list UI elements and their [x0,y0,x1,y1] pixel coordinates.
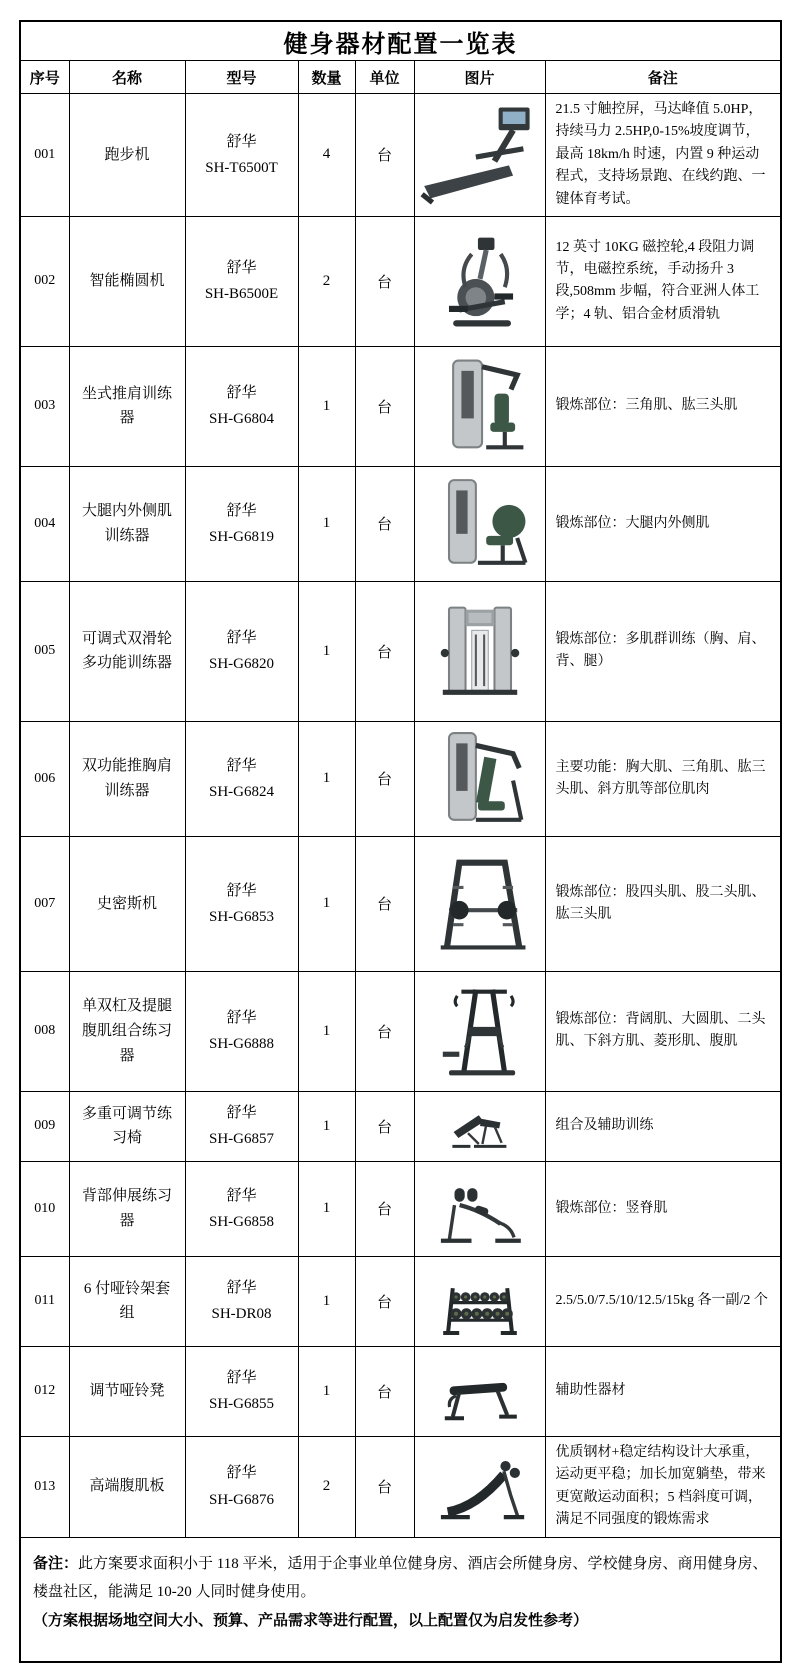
backext-photo [429,1166,531,1251]
quantity-cell: 1 [298,1256,355,1346]
model-cell [185,721,298,836]
quantity-cell: 1 [298,1346,355,1436]
brand-label: 舒华 [226,385,257,402]
model-cell [185,346,298,466]
unit-cell: 台 [355,971,414,1091]
photo-cell [414,1256,545,1346]
table-row [20,1091,781,1161]
unit-cell: 台 [355,721,414,836]
photo-cell [414,971,545,1091]
remark-cell: 锻炼部位：股四头肌、股二头肌、肱三头肌 [545,836,781,971]
name-cell: 单双杠及提腿腹肌组合练习器 [69,971,185,1091]
abboard-photo [429,1444,531,1529]
table-row [20,216,781,346]
table-row [20,346,781,466]
serial-cell: 001 [20,94,69,217]
serial-cell: 009 [20,1091,69,1161]
model-cell [185,971,298,1091]
model-cell [185,836,298,971]
table-row [20,971,781,1091]
photo-cell [414,721,545,836]
name-cell: 可调式双滑轮多功能训练器 [69,581,185,721]
chest-photo [418,726,542,831]
quantity-cell: 1 [298,721,355,836]
model-code-label: SH-B6500E [204,286,279,303]
elliptical-photo [418,224,542,338]
serial-cell: 013 [20,1436,69,1537]
unit-cell: 台 [355,1346,414,1436]
photo-cell [414,1436,545,1537]
quantity-cell: 1 [298,581,355,721]
model-code-label: SH-G6857 [208,1131,274,1148]
serial-cell: 004 [20,466,69,581]
table-row [20,1256,781,1346]
col-header-unit: 单位 [355,61,414,94]
treadmill-photo [418,100,542,210]
brand-label: 舒华 [226,1105,257,1122]
model-code-label: SH-T6500T [205,159,278,176]
photo-cell [414,836,545,971]
brand-label: 舒华 [226,1370,257,1387]
unit-cell: 台 [355,581,414,721]
model-cell [185,1091,298,1161]
dbrack-photo [432,1261,528,1341]
note-label: 备注： [33,1555,79,1572]
quantity-cell: 4 [298,94,355,217]
model-code-label: SH-G6819 [208,528,274,545]
quantity-cell: 1 [298,1091,355,1161]
serial-cell: 008 [20,971,69,1091]
name-cell: 大腿内外侧肌训练器 [69,466,185,581]
quantity-cell: 1 [298,466,355,581]
photo-cell [414,1346,545,1436]
title-row [20,21,781,61]
quantity-cell: 1 [298,836,355,971]
serial-cell: 003 [20,346,69,466]
model-cell [185,581,298,721]
brand-label: 舒华 [226,502,257,519]
col-header-quantity: 数量 [298,61,355,94]
note-disclaimer: （方案根据场地空间大小、预算、产品需求等进行配置，以上配置仅为启发性参考） [33,1612,589,1629]
note-text: 此方案要求面积小于 118 平米，适用于企事业单位健身房、酒店会所健身房、学校健身房、商用健身房、楼盘社区，能满足 10-20 人同时健身使用。 [33,1555,768,1601]
table-row [20,94,781,217]
name-cell: 双功能推胸肩训练器 [69,721,185,836]
remark-cell: 锻炼部位：三角肌、肱三头肌 [545,346,781,466]
quantity-cell: 2 [298,216,355,346]
remark-cell: 锻炼部位：大腿内外侧肌 [545,466,781,581]
flatbench-photo [432,1351,528,1431]
remark-cell: 组合及辅助训练 [545,1091,781,1161]
remark-cell: 2.5/5.0/7.5/10/12.5/15kg 各一副/2 个 [545,1256,781,1346]
model-code-label: SH-G6876 [208,1491,274,1508]
page-title: 健身器材配置一览表 [20,21,781,61]
remark-cell: 锻炼部位：竖脊肌 [545,1161,781,1256]
brand-label: 舒华 [226,260,257,277]
model-code-label: SH-DR08 [211,1306,272,1323]
model-cell [185,1436,298,1537]
table-row [20,1346,781,1436]
model-cell [185,466,298,581]
unit-cell: 台 [355,836,414,971]
serial-cell: 005 [20,581,69,721]
serial-cell: 010 [20,1161,69,1256]
serial-cell: 011 [20,1256,69,1346]
unit-cell: 台 [355,1436,414,1537]
brand-label: 舒华 [226,133,257,150]
quantity-cell: 1 [298,1161,355,1256]
name-cell: 背部伸展练习器 [69,1161,185,1256]
unit-cell: 台 [355,466,414,581]
tower-photo [418,976,542,1086]
col-header-name: 名称 [69,61,185,94]
brand-label: 舒华 [226,1465,257,1482]
table-row [20,836,781,971]
remark-cell: 锻炼部位：多肌群训练（胸、肩、背、腿） [545,581,781,721]
model-code-label: SH-G6804 [208,411,274,428]
name-cell: 史密斯机 [69,836,185,971]
col-header-model: 型号 [185,61,298,94]
brand-label: 舒华 [226,757,257,774]
model-cell [185,1161,298,1256]
cable-photo [418,594,542,708]
unit-cell: 台 [355,94,414,217]
header-row [20,61,781,94]
press-photo [418,351,542,461]
photo-cell [414,581,545,721]
table-row [20,581,781,721]
brand-label: 舒华 [226,1010,257,1027]
photo-cell [414,94,545,217]
thigh-photo [418,471,542,576]
brand-label: 舒华 [226,1280,257,1297]
model-code-label: SH-G6858 [208,1213,274,1230]
unit-cell: 台 [355,216,414,346]
quantity-cell: 1 [298,971,355,1091]
col-header-picture: 图片 [414,61,545,94]
unit-cell: 台 [355,1161,414,1256]
serial-cell: 002 [20,216,69,346]
photo-cell [414,346,545,466]
adjbench-photo [444,1096,516,1156]
name-cell: 高端腹肌板 [69,1436,185,1537]
remark-cell: 优质钢材+稳定结构设计大承重，运动更平稳；加长加宽躺垫，带来更宽敞运动面积；5 档斜度可调，满足不同强度的锻炼需求 [545,1436,781,1537]
name-cell: 智能椭圆机 [69,216,185,346]
model-code-label: SH-G6855 [208,1396,274,1413]
model-cell [185,1346,298,1436]
table-row [20,1161,781,1256]
table-row [20,1436,781,1537]
equipment-table [19,20,782,1663]
unit-cell: 台 [355,346,414,466]
name-cell: 跑步机 [69,94,185,217]
table-row [20,466,781,581]
model-code-label: SH-G6824 [208,783,274,800]
brand-label: 舒华 [226,882,257,899]
col-header-serial: 序号 [20,61,69,94]
photo-cell [414,216,545,346]
model-code-label: SH-G6853 [208,908,274,925]
photo-cell [414,1091,545,1161]
serial-cell: 007 [20,836,69,971]
model-cell [185,94,298,217]
brand-label: 舒华 [226,1187,257,1204]
remark-cell: 辅助性器材 [545,1346,781,1436]
serial-cell: 006 [20,721,69,836]
name-cell: 坐式推肩训练器 [69,346,185,466]
model-cell [185,1256,298,1346]
serial-cell: 012 [20,1346,69,1436]
remark-cell: 锻炼部位：背阔肌、大圆肌、二头肌、下斜方肌、菱形肌、腹肌 [545,971,781,1091]
unit-cell: 台 [355,1091,414,1161]
model-code-label: SH-G6820 [208,656,274,673]
footer-note [33,1550,768,1607]
photo-cell [414,466,545,581]
name-cell: 调节哑铃凳 [69,1346,185,1436]
model-code-label: SH-G6888 [208,1036,274,1053]
remark-cell: 21.5 寸触控屏，马达峰值 5.0HP，持续马力 2.5HP,0-15%坡度调节，最高 18km/h 时速，内置 9 种运动程式，支持场景跑、在线约跑、一键体育考试。 [545,94,781,217]
quantity-cell: 1 [298,346,355,466]
quantity-cell: 2 [298,1436,355,1537]
equipment-table-body [20,94,781,1538]
remark-cell: 12 英寸 10KG 磁控轮,4 段阻力调节，电磁控系统，手动扬升 3 段,508mm 步幅，符合亚洲人体工学；4 轨、铝合金材质滑轨 [545,216,781,346]
photo-cell [414,1161,545,1256]
name-cell: 多重可调节练习椅 [69,1091,185,1161]
name-cell: 6 付哑铃架套组 [69,1256,185,1346]
table-row [20,721,781,836]
brand-label: 舒华 [226,630,257,647]
remark-cell: 主要功能：胸大肌、三角肌、肱三头肌、斜方肌等部位肌肉 [545,721,781,836]
smith-photo [418,847,542,961]
unit-cell: 台 [355,1256,414,1346]
model-cell [185,216,298,346]
col-header-remark: 备注 [545,61,781,94]
